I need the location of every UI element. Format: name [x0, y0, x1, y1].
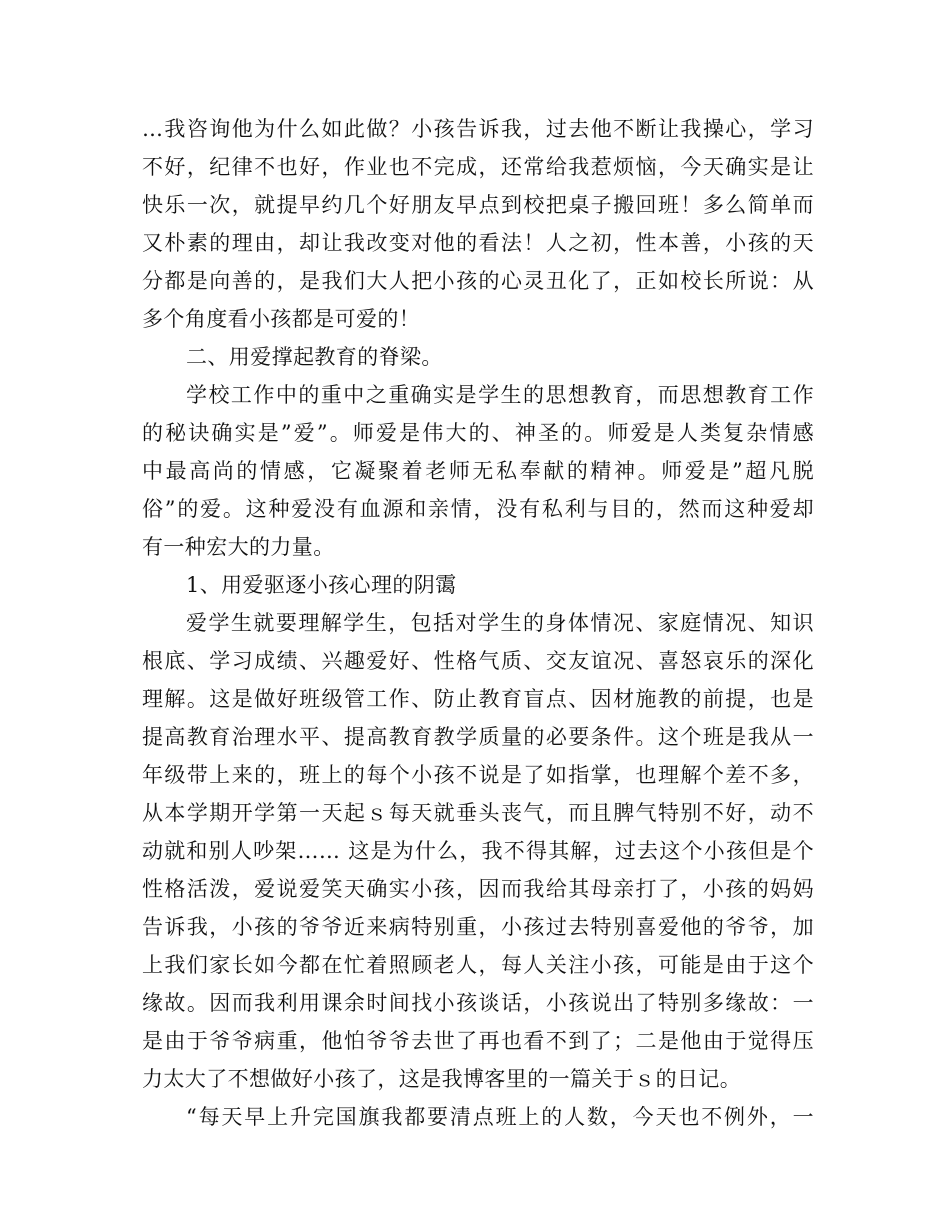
text-line: 从本学期开学第一天起ｓ每天就垂头丧气，而且脾气特别不好，动不	[142, 801, 814, 825]
text-line: 俗”的爱。这种爱没有血源和亲情，没有私利与目的，然而这种爱却	[142, 497, 814, 521]
text-line: 爱学生就要理解学生，包括对学生的身体情况、家庭情况、知识	[186, 611, 814, 635]
text-line: 性格活泼，爱说爱笑天确实小孩，因而我给其母亲打了，小孩的妈妈	[142, 877, 814, 901]
text-line: 快乐一次，就提早约几个好朋友早点到校把桌子搬回班！多么简单而	[142, 193, 814, 217]
text-line: …我咨询他为什么如此做？小孩告诉我，过去他不断让我操心，学习	[142, 117, 814, 141]
text-line: 又朴素的理由，却让我改变对他的看法！人之初，性本善，小孩的天	[142, 231, 814, 255]
text-line: 理解。这是做好班级管工作、防止教育盲点、因材施教的前提，也是	[142, 687, 814, 711]
text-line: 有一种宏大的力量。	[142, 535, 335, 559]
text-line: 力太大了不想做好小孩了，这是我博客里的一篇关于ｓ的日记。	[142, 1067, 742, 1091]
text-line: 分都是向善的，是我们大人把小孩的心灵丑化了，正如校长所说：从	[142, 269, 814, 293]
subsection-heading: 1、用爱驱逐小孩心理的阴霭	[186, 573, 457, 597]
text-line: 多个角度看小孩都是可爱的！	[142, 307, 421, 331]
text-line: 提高教育治理水平、提高教育教学质量的必要条件。这个班是我从一	[142, 725, 814, 749]
text-line: “每天早上升完国旗我都要清点班上的人数，今天也不例外，一	[186, 1105, 814, 1129]
text-line: 中最高尚的情感，它凝聚着老师无私奉献的精神。师爱是”超凡脱	[142, 459, 814, 483]
text-line: 根底、学习成绩、兴趣爱好、性格气质、交友谊况、喜怒哀乐的深化	[142, 649, 814, 673]
text-line: 学校工作中的重中之重确实是学生的思想教育，而思想教育工作	[186, 383, 814, 407]
text-line: 缘故。因而我利用课余时间找小孩谈话，小孩说出了特别多缘故：一	[142, 991, 814, 1015]
text-line: 动就和别人吵架…… 这是为什么，我不得其解，过去这个小孩但是个	[142, 839, 814, 863]
text-line: 年级带上来的，班上的每个小孩不说是了如指掌，也理解个差不多，	[142, 763, 814, 787]
text-line: 告诉我，小孩的爷爷近来病特别重，小孩过去特别喜爱他的爷爷，加	[142, 915, 814, 939]
section-heading: 二、用爱撑起教育的脊梁。	[186, 345, 443, 369]
text-line: 是由于爷爷病重，他怕爷爷去世了再也看不到了；二是他由于觉得压	[142, 1029, 814, 1053]
text-line: 不好，纪律不也好，作业也不完成，还常给我惹烦恼，今天确实是让	[142, 155, 814, 179]
text-line: 的秘诀确实是”爱”。师爱是伟大的、神圣的。师爱是人类复杂情感	[142, 421, 814, 445]
text-line: 上我们家长如今都在忙着照顾老人，每人关注小孩，可能是由于这个	[142, 953, 814, 977]
